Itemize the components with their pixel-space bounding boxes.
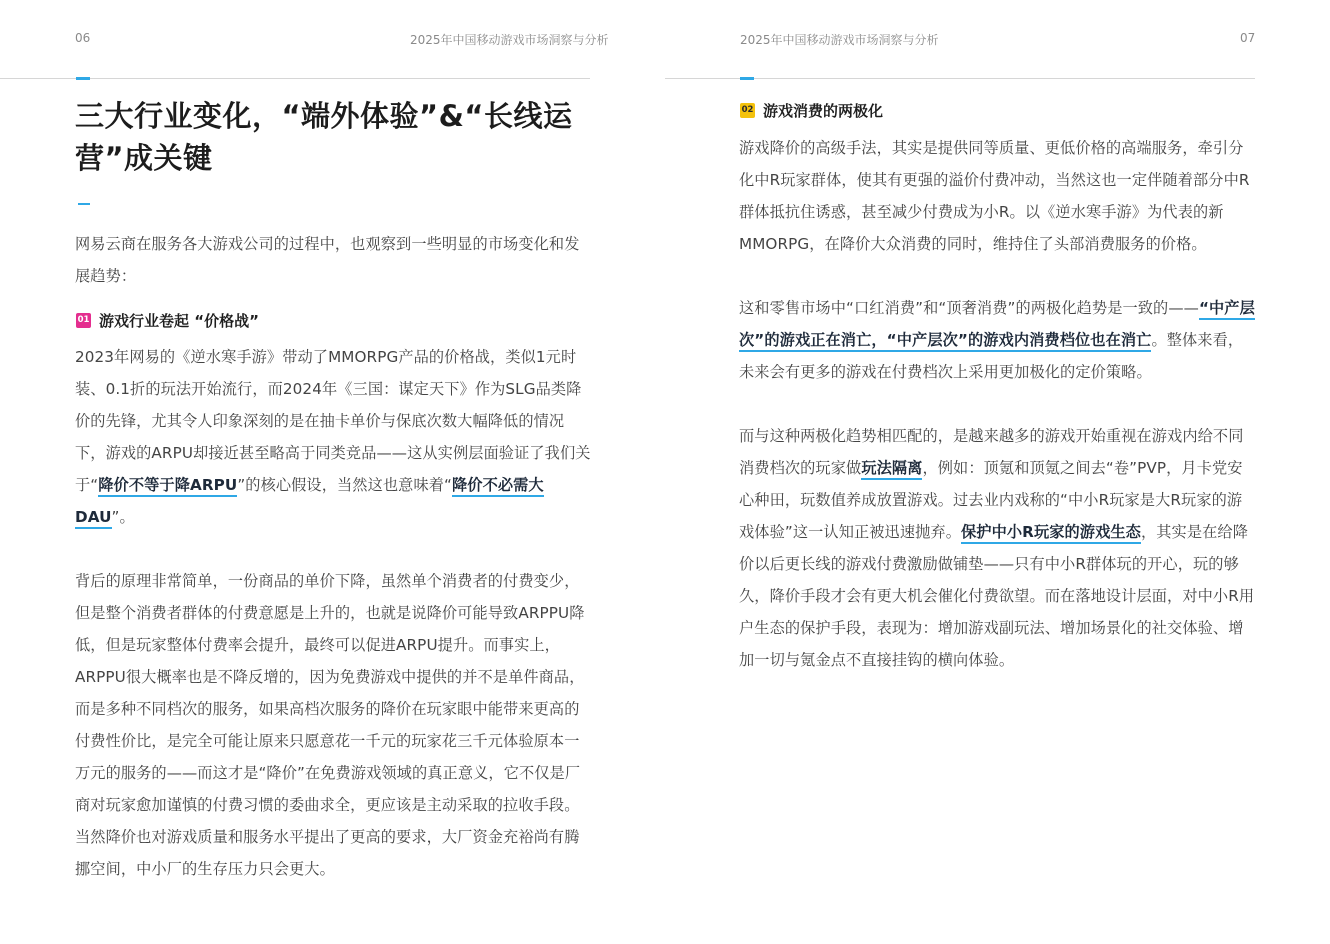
highlight-middle-class: “中产层次”的游戏正在消亡，“中产层次”的游戏内消费档位也在消亡 [739,299,1255,352]
running-title-left: 2025年中国移动游戏市场洞察与分析 [410,33,609,47]
header-accent-right [740,77,754,80]
section-1-badge: 01 [76,313,91,328]
section-1-paragraph-1 [75,341,591,533]
section-2-title: 游戏消费的两极化 [763,102,884,120]
page-number-right: 07 [1240,31,1256,45]
p3-text-3: ，其实是在给降价以后更长线的游戏付费激励做铺垫——只有中小R群体玩的开心，玩的够久，降价手段才会有更大机会催化付费欲望。而在落地设计层面，对中小R用户生态的保护手段，表现为：增加游戏副玩法、增加场景化的社交体验、增加一切与氪金点不直接挂钩的横向体验。 [739,523,1255,669]
page-number-left: 06 [75,31,91,45]
p1-text-1: 2023年网易的《逆水寒手游》带动了MMORPG产品的价格战，类似1元时装、0.1折的玩法开始流行，而2024年《三国：谋定天下》作为SLG品类降价的先锋，尤其令人印象深刻的是在抽卡单价与保底次数大幅降低的情况下，游戏的ARPU却接近甚至略高于同类竞品——这从实例层面验证了我们关于“ [75,348,591,494]
page-title: 三大行业变化，“端外体验”&“长线运营”成关键 [75,99,573,175]
running-title-right: 2025年中国移动游戏市场洞察与分析 [740,33,939,47]
intro-paragraph: 网易云商在服务各大游戏公司的过程中，也观察到一些明显的市场变化和发展趋势： [75,235,580,285]
section-2-heading [740,100,883,121]
section-2-paragraph-1: 游戏降价的高级手法，其实是提供同等质量、更低价格的高端服务，牵引分化中R玩家群体，使其有更强的溢价付费冲动，当然这也一定伴随着部分中R群体抵抗住诱惑，甚至减少付费成为小R。以《逆水寒手游》为代表的新MMORPG，在降价大众消费的同时，维持住了头部消费服务的价格。 [739,139,1250,253]
section-2-badge: 02 [740,103,755,118]
p2-text-2: 。整体来看，未来会有更多的游戏在付费档次上采用更加极化的定价策略。 [739,331,1244,381]
title-dash [78,203,90,205]
highlight-price-not-dau: 降价不必需大DAU [75,476,544,529]
p2-text-1: 这和零售市场中“口红消费”和“顶奢消费”的两极化趋势是一致的—— [739,299,1199,317]
highlight-play-isolation: 玩法隔离 [861,459,922,480]
section-2-paragraph-2 [739,292,1255,388]
highlight-price-not-arpu: 降价不等于降ARPU [98,476,237,497]
right-page [665,0,1330,944]
p3-text-1: 而与这种两极化趋势相匹配的，是越来越多的游戏开始重视在游戏内给不同消费档次的玩家做 [739,427,1244,477]
section-1-title: 游戏行业卷起 “价格战” [99,312,259,330]
section-2-paragraph-3 [739,420,1255,676]
header-accent-left [76,77,90,80]
section-1-heading [76,310,259,331]
section-1-paragraph-2: 背后的原理非常简单，一份商品的单价下降，虽然单个消费者的付费变少，但是整个消费者群体的付费意愿是上升的，也就是说降价可能导致ARPPU降低，但是玩家整体付费率会提升，最终可以促进ARPU提升。而事实上，ARPPU很大概率也是不降反增的，因为免费游戏中提供的并不是单件商品，而是多种不同档次的服务，如果高档次服务的降价在玩家眼中能带来更高的付费性价比，是完全可能让原来只愿意花一千元的玩家花三千元体验原本一万元的服务的——而这才是“降价”在免费游戏领域的真正意义，它不仅是厂商对玩家愈加谨慎的付费习惯的委曲求全，更应该是主动采取的拉收手段。当然降价也对游戏质量和服务水平提出了更高的要求，大厂资金充裕尚有腾挪空间，中小厂的生存压力只会更大。 [75,572,585,878]
highlight-protect-ecosystem: 保护中小R玩家的游戏生态 [961,523,1141,544]
p1-text-3: ”。 [111,508,135,526]
p3-text-2: ，例如：顶氪和顶氪之间去“卷”PVP，月卡党安心种田，玩数值养成放置游戏。过去业内戏称的“中小R玩家是大R玩家的游戏体验”这一认知正被迅速抛弃。 [739,459,1243,541]
p1-text-2: ”的核心假设，当然这也意味着“ [237,476,452,494]
